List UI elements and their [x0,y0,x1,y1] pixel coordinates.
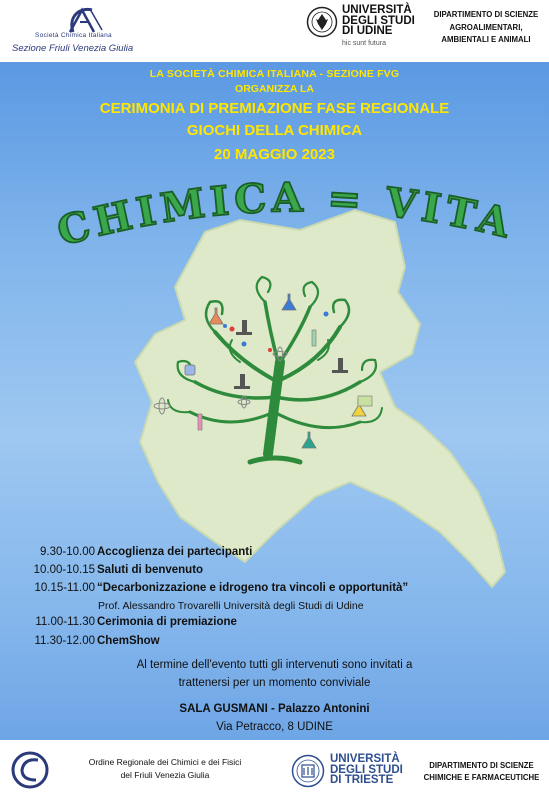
uniud-seal-icon [306,6,338,38]
dept-line: CHIMICHE E FARMACEUTICHE [423,773,540,782]
uniud-name [342,5,415,37]
closing-note-line: trattenersi per un momento conviviale [178,677,371,689]
program-row [0,582,549,598]
slogan-text: CHIMICA = VITA [52,174,519,256]
header [0,0,549,62]
order-name-line: del Friuli Venezia Giulia [120,770,210,780]
dept-line: DIPARTIMENTO DI SCIENZE [433,10,539,19]
speaker-line: Prof. Alessandro Trovarelli Università degli Studi di Udine [98,600,364,612]
venue-address: Via Petracco, 8 UDINE [216,721,333,733]
order-logo-icon [10,750,50,790]
program-row [0,635,549,651]
poster-body [0,62,549,740]
program-time: 11.00-11.30 [35,616,95,628]
order-name-line: Ordine Regionale dei Chimici e dei Fisici [88,757,242,767]
dept-chem-name [414,760,549,784]
sci-org-name: Società Chimica Italiana [35,32,112,39]
dept-line: DIPARTIMENTO DI SCIENZE [429,761,534,770]
uniud-name-line: DEGLI STUDI [342,14,415,27]
program-activity: “Decarbonizzazione e idrogeno tra vincoli e opportunità” [97,582,409,594]
order-name [70,756,260,782]
event-title: CERIMONIA DI PREMIAZIONE FASE REGIONALE [99,100,450,117]
program-activity: ChemShow [97,635,160,647]
program-time: 10.15-11.00 [34,582,95,594]
program-row [0,564,549,580]
units-name [330,754,403,786]
dept-agro-name [426,9,546,47]
uniud-name-line: DI UDINE [342,25,393,37]
program-row [0,616,549,632]
program-time: 9.30-10.00 [40,546,95,558]
units-name-line: UNIVERSITÀ [330,753,400,765]
units-seal-icon [291,754,325,788]
event-date: 20 MAGGIO 2023 [214,146,335,163]
program-row [0,546,549,562]
uniud-motto: hic sunt futura [342,40,386,47]
venue-name: SALA GUSMANI - Palazzo Antonini [179,703,370,715]
slogan-heading [0,162,549,292]
organizer-line: LA SOCIETÀ CHIMICA ITALIANA - SEZIONE FVG [149,68,400,80]
program-time: 10.00-10.15 [33,564,95,576]
dept-line: AGROALIMENTARI, [449,22,523,32]
sci-section-name: Sezione Friuli Venezia Giulia [12,43,134,54]
event-subtitle: GIOCHI DELLA CHIMICA [186,122,363,139]
organizes-line: ORGANIZZA LA [235,83,314,95]
program-activity: Accoglienza dei partecipanti [97,546,253,558]
uniud-name-line: UNIVERSITÀ [342,4,412,16]
program-time: 11.30-12.00 [34,635,95,647]
units-name-line: DI TRIESTE [330,774,394,786]
closing-note-line: Al termine dell'evento tutti gli intervenuti sono invitati a [136,659,413,671]
program-activity: Cerimonia di premiazione [97,616,237,628]
footer [0,740,549,799]
program-activity: Saluti di benvenuto [97,564,204,576]
svg-text:CHIMICA = VITA [52,174,519,255]
dept-line: AMBIENTALI E ANIMALI [441,35,531,44]
units-name-line: DEGLI STUDI [330,763,403,776]
